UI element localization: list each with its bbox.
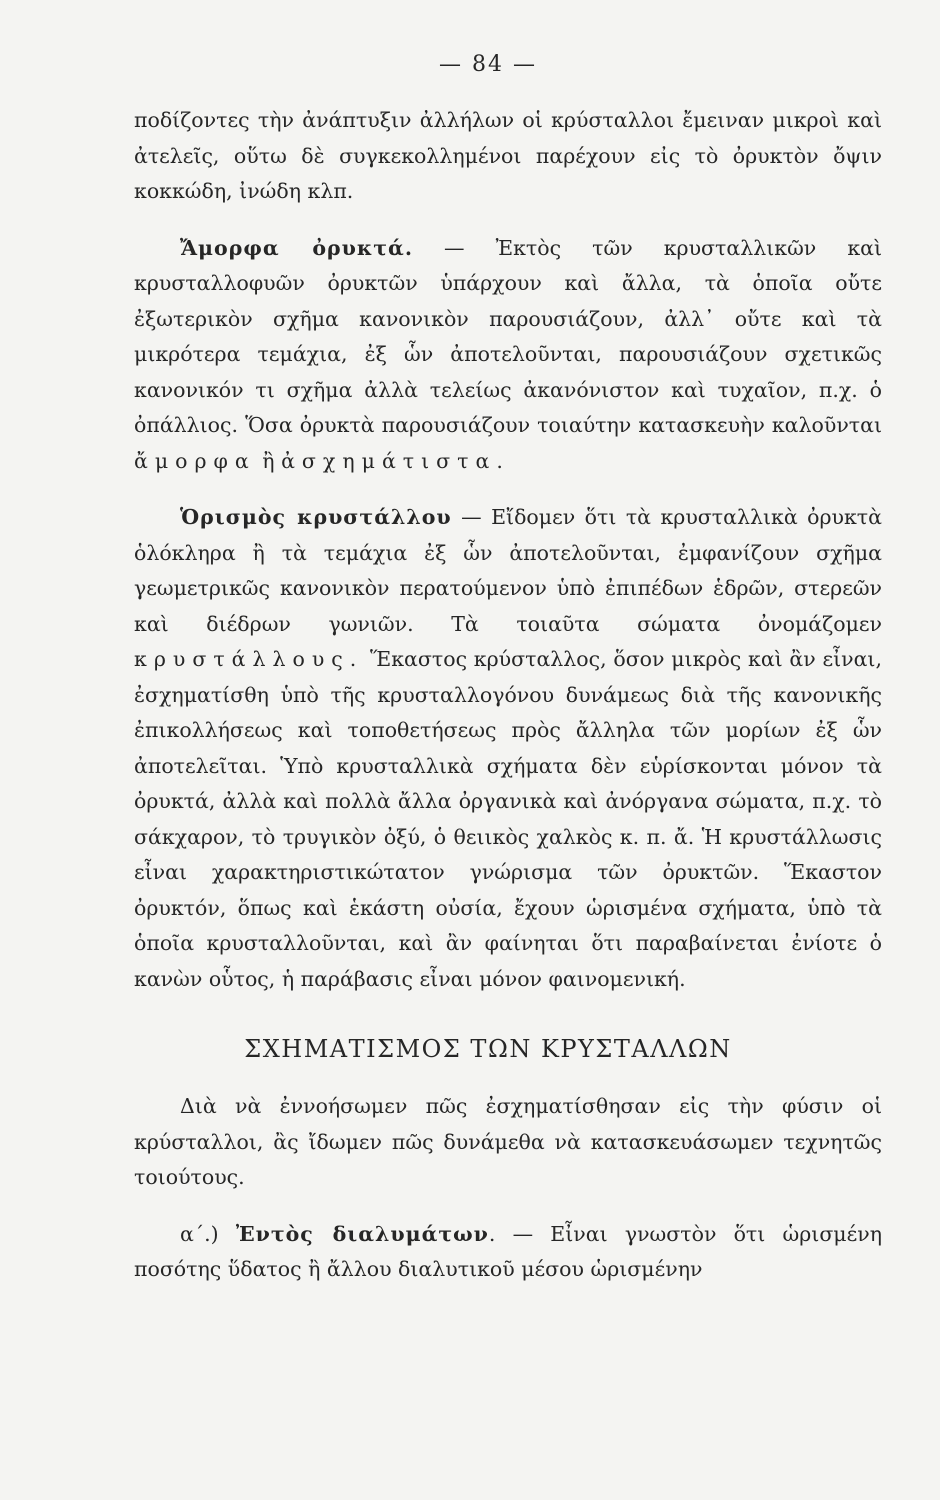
emphasized-term: ἀσχημάτιστα. xyxy=(281,448,510,473)
paragraph-text: Ἕκαστος κρύσταλλος, ὅσον μικρὸς καὶ ἂν εἶναι, ἐσχηματίσθη ὑπὸ τῆς κρυσταλλογόνου δυνάμεως διὰ τῆς κανονικῆς ἐπικολλήσεως καὶ τοποθετήσεως πρὸς ἄλληλα τῶν μορίων ἐξ ὧν ἀποτελεῖται. Ὑπὸ κρυσταλλικὰ σχήματα δὲν εὑρίσκονται μόνον τὰ ὀρυκτά, ἀλλὰ καὶ πολλὰ ἄλλα ὀργανικὰ καὶ ἀνόργανα σώματα, π.χ. τὸ σάκχαρον, τὸ τρυγικὸν ὀξύ, ὁ θειικὸς χαλκὸς κ. π. ἄ. Ἡ κρυστάλλωσις εἶναι χαρακτηριστικώτατον γνώρισμα τῶν ὀρυκτῶν. Ἕκαστον ὀρυκτόν, ὅπως καὶ ἑκάστη οὐσία, ἔχουν ὡρισμένα σχήματα, ὑπὸ τὰ ὁποῖα κρυσταλλοῦνται, καὶ ἂν φαίνηται ὅτι παραβαίνεται ἐνίοτε ὁ κανὼν οὗτος, ἡ παράβασις εἶναι μόνον φαινομενική. xyxy=(134,647,882,991)
paragraph-in-solutions xyxy=(134,1217,882,1288)
paragraph-amorphous-minerals xyxy=(134,231,882,480)
paragraph-text: . — Εἶναι γνωστὸν ὅτι ὡρισμένη ποσότης ὕδατος ἢ ἄλλου διαλυτικοῦ μέσου ὡρισμένην xyxy=(134,1221,882,1281)
paragraph-crystal-definition xyxy=(134,500,882,997)
paragraph-text: Διὰ νὰ ἐννοήσωμεν πῶς ἐσχηματίσθησαν εἰς τὴν φύσιν οἱ κρύσταλλοι, ἂς ἴδωμεν πῶς δυνάμεθα νὰ κατασκευάσωμεν τεχνητῶς τοιούτους. xyxy=(134,1094,882,1189)
paragraph-text: — Ἐκτὸς τῶν κρυσταλλικῶν καὶ κρυσταλλοφυῶν ὀρυκτῶν ὑπάρχουν καὶ ἄλλα, τὰ ὁποῖα οὔτε ἐξωτερικὸν σχῆμα κανονικὸν παρουσιάζουν, ἀλλ᾽ οὔτε καὶ τὰ μικρότερα τεμάχια, ἐξ ὧν ἀποτελοῦνται, παρουσιάζουν σχετικῶς κανονικόν τι σχῆμα ἀλλὰ τελείως ἀκανόνιστον καὶ τυχαῖον, π.χ. ὁ ὀπάλλιος. Ὅσα ὀρυκτὰ παρουσιάζουν τοιαύτην κατασκευὴν καλοῦνται xyxy=(134,235,883,437)
section-title: ΣΧΗΜΑΤΙΣΜΟΣ ΤΩΝ ΚΡΥΣΤΑΛΛΩΝ xyxy=(244,1035,732,1063)
paragraph-continuation xyxy=(134,103,882,210)
paragraph-text: ἢ xyxy=(255,448,282,473)
paragraph-heading: Ὁρισμὸς κρυστάλλου xyxy=(180,505,452,529)
page-number: — 84 — xyxy=(439,52,537,77)
paragraph-crystal-formation xyxy=(134,1089,882,1196)
emphasized-term: ἄμορφα xyxy=(134,448,256,473)
list-label: α΄.) xyxy=(180,1221,236,1246)
paragraph-heading: Ἄμορφα ὀρυκτά. xyxy=(180,235,413,260)
emphasized-term: κρυστάλλους. xyxy=(134,647,364,671)
paragraph-text: ποδίζοντες τὴν ἀνάπτυξιν ἀλλήλων οἱ κρύσταλλοι ἔμειναν μικροὶ καὶ ἀτελεῖς, οὕτω δὲ συγκεκολλημένοι παρέχουν εἰς τὸ ὀρυκτὸν ὄψιν κοκκώδη, ἰνώδη κλπ. xyxy=(134,108,882,203)
paragraph-heading: Ἐντὸς διαλυμάτων xyxy=(235,1221,489,1246)
paragraph-text: — Εἴδομεν ὅτι τὰ κρυσταλλικὰ ὀρυκτὰ ὁλόκληρα ἢ τὰ τεμάχια ἐξ ὧν ἀποτελοῦνται, ἐμφανίζουν σχῆμα γεωμετρικῶς κανονικὸν περατούμενον ὑπὸ ἐπιπέδων ἑδρῶν, στερεῶν καὶ διέδρων γωνιῶν. Τὰ τοιαῦτα σώματα ὀνομάζομεν xyxy=(134,505,882,636)
